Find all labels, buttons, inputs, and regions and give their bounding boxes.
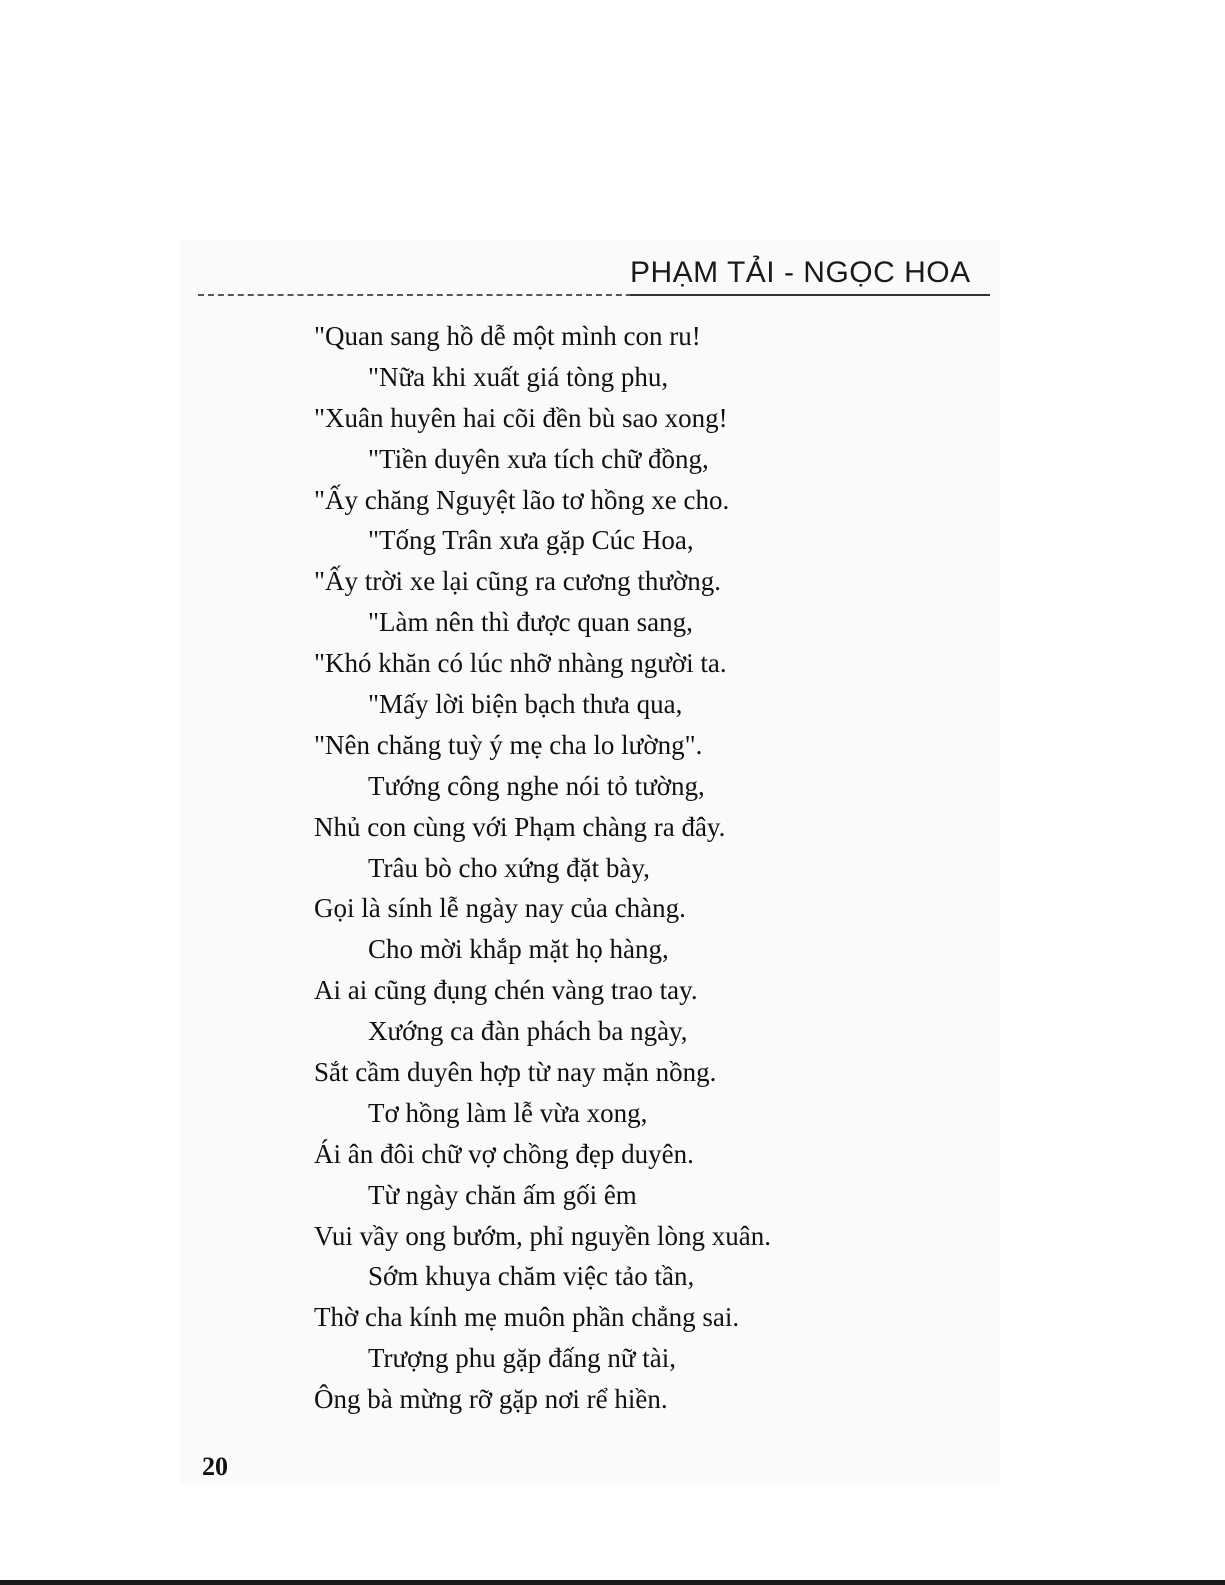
page-bottom-edge xyxy=(0,1580,1225,1585)
poem-line: Trâu bò cho xứng đặt bày, xyxy=(368,852,650,883)
poem-line: Từ ngày chăn ấm gối êm xyxy=(368,1179,637,1210)
poem-line: Cho mời khắp mặt họ hàng, xyxy=(368,934,669,965)
poem-line: "Quan sang hồ dễ một mình con ru! xyxy=(314,321,701,351)
poem-line: "Mấy lời biện bạch thưa qua, xyxy=(368,689,683,720)
poem-line: Vui vầy ong bướm, phỉ nguyền lòng xuân. xyxy=(314,1220,771,1251)
poem-line: "Làm nên thì được quan sang, xyxy=(368,607,693,638)
poem xyxy=(314,316,771,1420)
poem-line: "Ấy trời xe lại cũng ra cương thường. xyxy=(314,566,722,597)
page-number: 20 xyxy=(202,1452,228,1481)
poem-line: "Nên chăng tuỳ ý mẹ cha lo lường". xyxy=(314,729,703,760)
poem-line: Xướng ca đàn phách ba ngày, xyxy=(368,1016,688,1047)
poem-line: "Nữa khi xuất giá tòng phu, xyxy=(368,361,669,392)
running-header: PHẠM TẢI - NGỌC HOA xyxy=(630,256,971,289)
poem-line: Thờ cha kính mẹ muôn phần chẳng sai. xyxy=(314,1302,740,1333)
poem-line: "Tống Trân xưa gặp Cúc Hoa, xyxy=(368,525,694,556)
poem-line: "Ấy chăng Nguyệt lão tơ hồng xe cho. xyxy=(314,484,730,515)
header-rule-segment xyxy=(630,294,990,296)
poem-line: Tướng công nghe nói tỏ tường, xyxy=(368,770,705,801)
poem-line: Gọi là sính lễ ngày nay của chàng. xyxy=(314,893,686,924)
poem-line: Tơ hồng làm lễ vừa xong, xyxy=(368,1097,648,1128)
poem-line: "Tiền duyên xưa tích chữ đồng, xyxy=(368,443,709,474)
poem-line: Sắt cầm duyên hợp từ nay mặn nồng. xyxy=(314,1057,717,1088)
poem-line: Sớm khuya chăm việc tảo tần, xyxy=(368,1261,695,1292)
poem-line: Ai ai cũng đụng chén vàng trao tay. xyxy=(314,975,698,1006)
poem-line: Ông bà mừng rỡ gặp nơi rể hiền. xyxy=(314,1384,668,1415)
poem-line: Nhủ con cùng với Phạm chàng ra đây. xyxy=(314,811,726,842)
poem-line: "Xuân huyên hai cõi đền bù sao xong! xyxy=(314,402,728,433)
poem-line: Ái ân đôi chữ vợ chồng đẹp duyên. xyxy=(314,1138,694,1169)
poem-line: Trượng phu gặp đấng nữ tài, xyxy=(368,1343,677,1374)
poem-line: "Khó khăn có lúc nhỡ nhàng người ta. xyxy=(314,648,727,679)
